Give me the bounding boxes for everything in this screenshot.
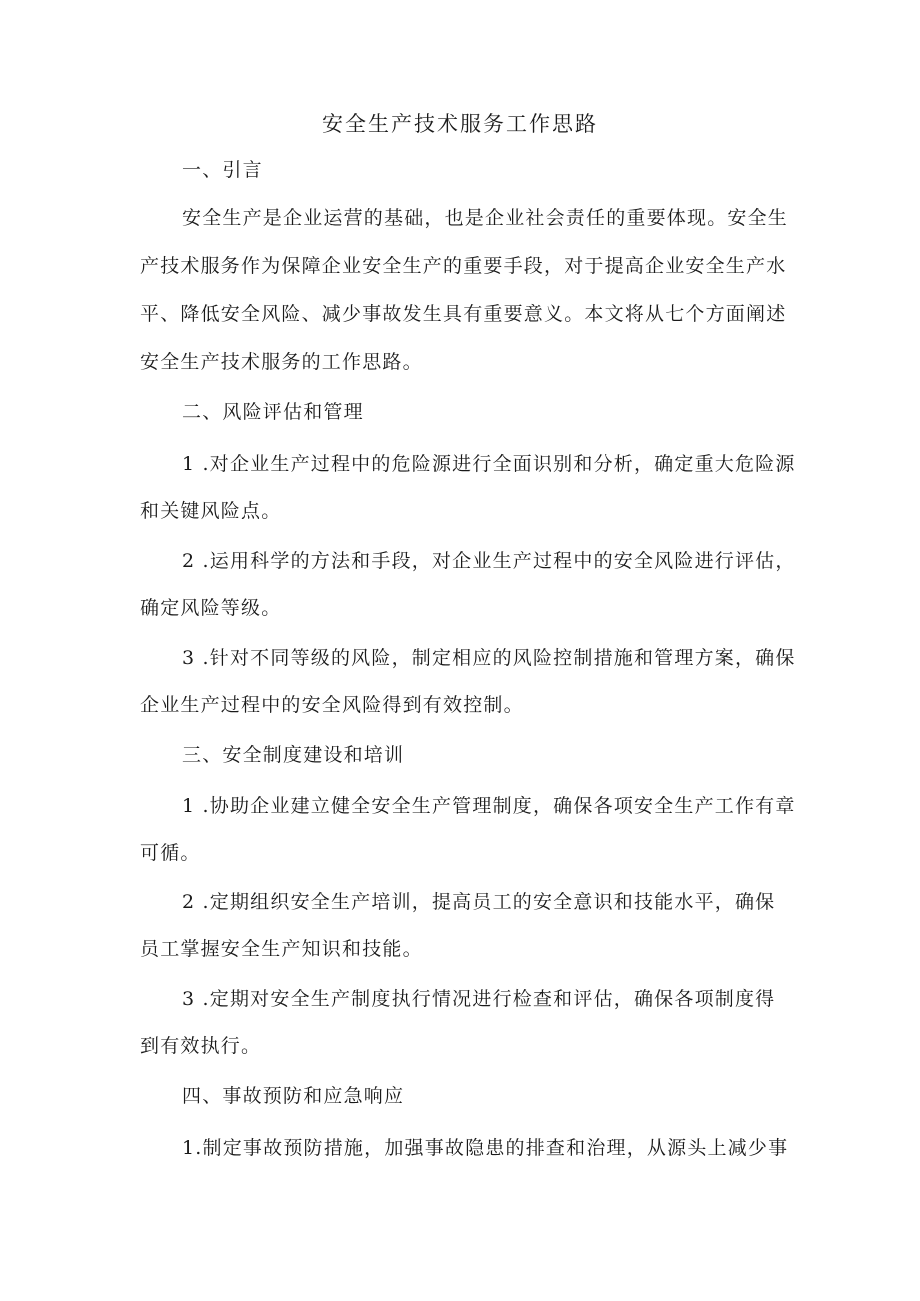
list-item-line: 3 .定期对安全生产制度执行情况进行检查和评估，确保各项制度得 bbox=[182, 988, 776, 1010]
paragraph-line: 产技术服务作为保障企业安全生产的重要手段，对于提高企业安全生产水 bbox=[140, 255, 787, 277]
list-item-line: 员工掌握安全生产知识和技能。 bbox=[140, 938, 423, 960]
list-item-line: 1.制定事故预防措施，加强事故隐患的排查和治理，从源头上减少事 bbox=[182, 1137, 789, 1159]
list-item-line: 到有效执行。 bbox=[140, 1035, 262, 1057]
section-heading-accident-prevention: 四、事故预防和应急响应 bbox=[182, 1085, 405, 1107]
paragraph-line: 安全生产是企业运营的基础，也是企业社会责任的重要体现。安全生 bbox=[182, 207, 789, 229]
list-item-line: 企业生产过程中的安全风险得到有效控制。 bbox=[140, 694, 524, 716]
section-heading-safety-system: 三、安全制度建设和培训 bbox=[182, 744, 405, 766]
paragraph-line: 安全生产技术服务的工作思路。 bbox=[140, 351, 423, 373]
list-item-line: 和关键风险点。 bbox=[140, 500, 282, 522]
list-item-line: 确定风险等级。 bbox=[140, 597, 282, 619]
list-item-line: 3 .针对不同等级的风险，制定相应的风险控制措施和管理方案，确保 bbox=[182, 647, 796, 669]
list-item-line: 可循。 bbox=[140, 842, 201, 864]
section-heading-risk: 二、风险评估和管理 bbox=[182, 401, 364, 423]
list-item-line: 2 .定期组织安全生产培训，提高员工的安全意识和技能水平，确保 bbox=[182, 891, 776, 913]
document-title: 安全生产技术服务工作思路 bbox=[322, 112, 598, 136]
list-item-line: 2 .运用科学的方法和手段，对企业生产过程中的安全风险进行评估， bbox=[182, 550, 796, 572]
list-item-line: 1 .对企业生产过程中的危险源进行全面识别和分析，确定重大危险源 bbox=[182, 453, 796, 475]
list-item-line: 1 .协助企业建立健全安全生产管理制度，确保各项安全生产工作有章 bbox=[182, 795, 796, 817]
paragraph-line: 平、降低安全风险、减少事故发生具有重要意义。本文将从七个方面阐述 bbox=[140, 303, 787, 325]
section-heading-introduction: 一、引言 bbox=[182, 159, 263, 181]
